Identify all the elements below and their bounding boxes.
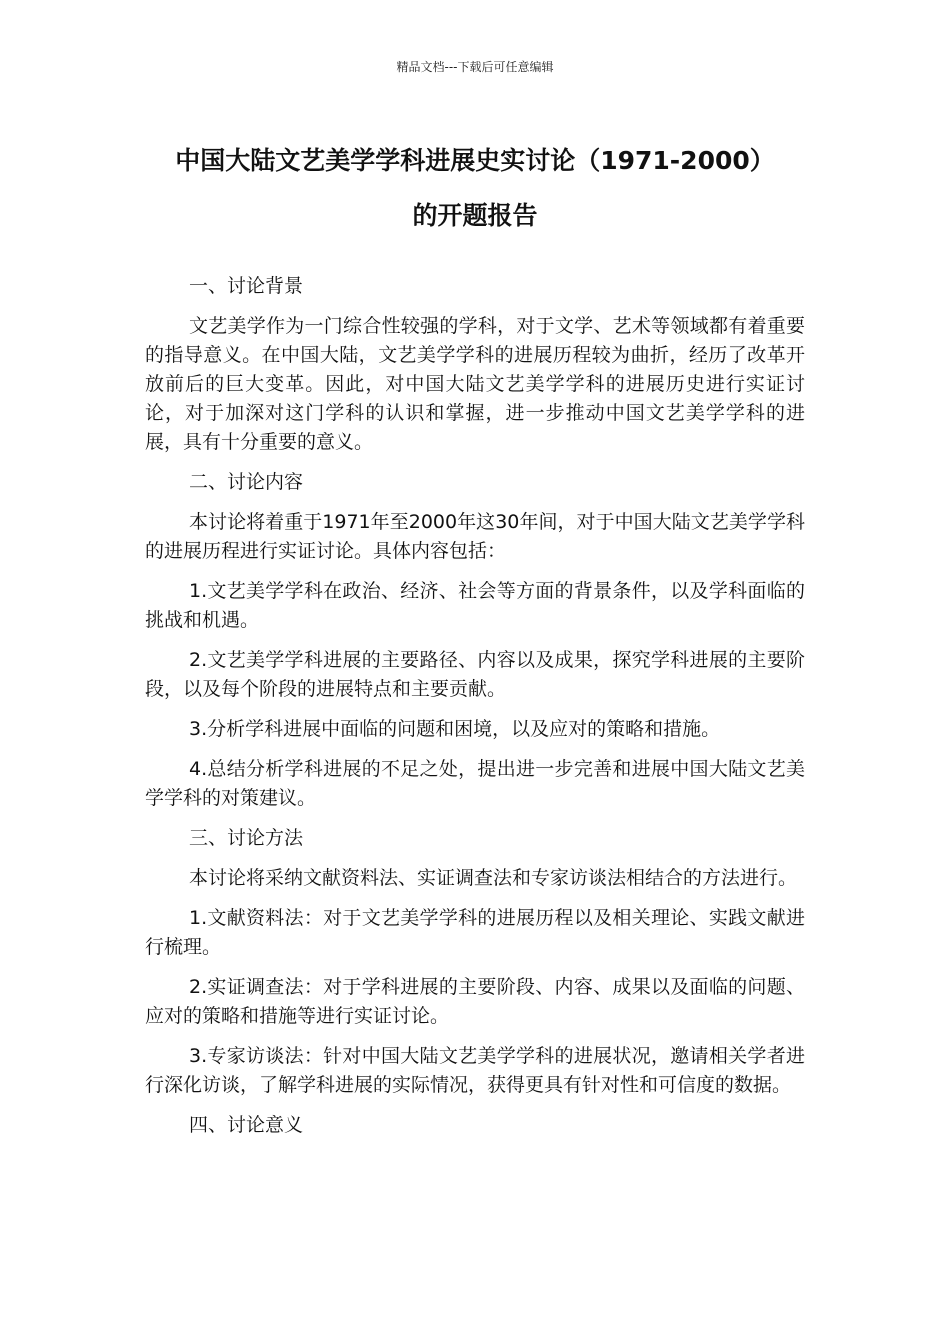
content-item-1: 1.文艺美学学科在政治、经济、社会等方面的背景条件，以及学科面临的挑战和机遇。	[145, 580, 805, 631]
section-heading-background: 一、讨论背景	[189, 275, 304, 297]
method-item-2: 2.实证调查法：对于学科进展的主要阶段、内容、成果以及面临的问题、应对的策略和措施等进行实证讨论。	[145, 976, 805, 1027]
section-heading-method: 三、讨论方法	[189, 827, 304, 849]
section-heading-significance: 四、讨论意义	[189, 1114, 304, 1136]
content-item-2: 2.文艺美学学科进展的主要路径、内容以及成果，探究学科进展的主要阶段，以及每个阶段的进展特点和主要贡献。	[145, 649, 805, 700]
content-item-4: 4.总结分析学科进展的不足之处，提出进一步完善和进展中国大陆文艺美学学科的对策建议。	[145, 758, 805, 809]
section-heading-content: 二、讨论内容	[189, 471, 304, 493]
document-title-line-2: 的开题报告	[412, 201, 538, 230]
document-title-line-1: 中国大陆文艺美学学科进展史实讨论（1971-2000）	[175, 146, 775, 175]
content-item-3: 3.分析学科进展中面临的问题和困境，以及应对的策略和措施。	[189, 718, 721, 740]
document-body	[145, 272, 805, 1151]
background-paragraph: 文艺美学作为一门综合性较强的学科，对于文学、艺术等领域都有着重要的指导意义。在中国大陆，文艺美学学科的进展历程较为曲折，经历了改革开放前后的巨大变革。因此，对中国大陆文艺美学学科的进展历史进行实证讨论，对于加深对这门学科的认识和掌握，进一步推动中国文艺美学学科的进展，具有十分重要的意义。	[145, 315, 805, 453]
method-item-1: 1.文献资料法：对于文艺美学学科的进展历程以及相关理论、实践文献进行梳理。	[145, 907, 805, 958]
method-item-3: 3.专家访谈法：针对中国大陆文艺美学学科的进展状况，邀请相关学者进行深化访谈，了解学科进展的实际情况，获得更具有针对性和可信度的数据。	[145, 1045, 805, 1096]
content-intro-paragraph: 本讨论将着重于1971年至2000年这30年间，对于中国大陆文艺美学学科的进展历程进行实证讨论。具体内容包括：	[145, 511, 805, 562]
header-note: 精品文档---下载后可任意编辑	[396, 60, 554, 74]
method-intro-paragraph: 本讨论将采纳文献资料法、实证调查法和专家访谈法相结合的方法进行。	[189, 867, 798, 889]
